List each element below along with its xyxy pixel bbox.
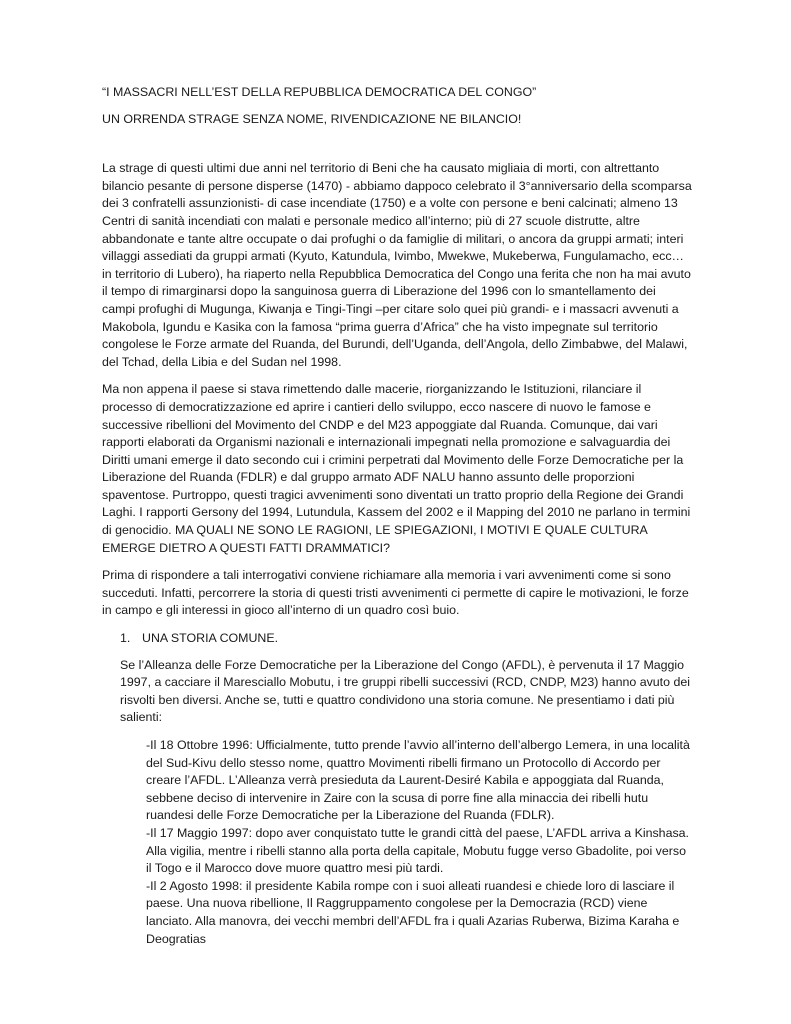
event-item-2: -Il 17 Maggio 1997: dopo aver conquistato tutte le grandi città del paese, L’AFDL arriva a Kinshasa. Alla vigilia, mentre i ribelli stanno alla porta della capitale, Mobutu fugge verso Gbadolite, poi verso il Togo e il Marocco dove muore quattro mesi più tardi. [146, 825, 689, 876]
document-subtitle: UN ORRENDA STRAGE SENZA NOME, RIVENDICAZIONE NE BILANCIO! [102, 111, 522, 126]
paragraph-3: Prima di rispondere a tali interrogativi conviene richiamare alla memoria i vari avvenimenti come si sono succeduti. Infatti, percorrere la storia di questi tristi avvenimenti ci permette di capire le motivazioni, le forze in campo e gli interessi in gioco all’interno di un quadro così buio. [102, 568, 689, 618]
document-body [102, 84, 692, 948]
document-title: “I MASSACRI NELL’EST DELLA REPUBBLICA DEMOCRATICA DEL CONGO” [102, 85, 537, 99]
event-item-1: -Il 18 Ottobre 1996: Ufficialmente, tutto prende l’avvio all’interno dell’albergo Lemera, in una località del Sud-Kivu dello stesso nome, quattro Movimenti ribelli firmano un Protocollo di Accordo per creare l’AFDL. L’Alleanza verrà presieduta da Laurent-Desiré Kabila e appoggiata dal Ruanda, sebbene deciso di intervenire in Zaire con la scusa di porre fine alla minaccia dei ribelli hutu ruandesi delle Forze Democratiche per la Liberazione del Ruanda (FDLR). [146, 738, 690, 823]
section-number: 1. [120, 631, 131, 646]
paragraph-2: Ma non appena il paese si stava rimettendo dalle macerie, riorganizzando le Istituzioni, rilanciare il processo di democratizzazione ed aprire i cantieri dello sviluppo, ecco nascere di nuovo le famose e successive ribellioni del Movimento del CNDP e del M23 appoggiate dal Ruanda. Comunque, dai vari rapporti elaborati da Organismi nazionali e internazionali impegnati nella promozione e salvaguardia dei Diritti umani emerge il dato secondo cui i crimini perpetrati dal Movimento delle Forze Democratiche per la Liberazione del Ruanda (FDLR) e dal gruppo armato ADF NALU hanno assunto delle proporzioni spaventose. Purtroppo, questi tragici avvenimenti sono diventati un tratto proprio della Regione dei Grandi Laghi. I rapporti Gersony del 1994, Lutundula, Kassem del 2002 e il Mapping del 2010 ne parlano in termini di genocidio. MA QUALI NE SONO LE RAGIONI, LE SPIEGAZIONI, I MOTIVI E QUALE CULTURA EMERGE DIETRO A QUESTI FATTI DRAMMATICI? [102, 382, 691, 555]
section-intro: Se l’Alleanza delle Forze Democratiche per la Liberazione del Congo (AFDL), è pervenuta il 17 Maggio 1997, a cacciare il Maresciallo Mobutu, i tre gruppi ribelli successivi (RCD, CNDP, M23) hanno avuto dei risvolti ben diversi. Anche se, tutti e quattro condividono una storia comune. Ne presentiamo i dati più salienti: [120, 657, 690, 725]
section-heading-text: UNA STORIA COMUNE. [142, 631, 279, 646]
events-list [146, 737, 692, 948]
paragraph-1: La strage di questi ultimi due anni nel territorio di Beni che ha causato migliaia di morti, con altrettanto bilancio pesante di persone disperse (1470) - abbiamo dappoco celebrato il 3°anniversario della scomparsa dei 3 confratelli assunzionisti- di case incendiate (1750) e a volte con persone e beni calcinati; almeno 13 Centri di sanità incendiati con malati e personale medico all’interno; più di 27 scuole distrutte, altre abbandonate e tante altre occupate o dai profughi o da famiglie di militari, o ancora da gruppi armati; interi villaggi assediati da gruppi armati (Kyuto, Katundula, Ivimbo, Mwekwe, Mukeberwa, Fungulamacho, ecc…in territorio di Lubero), ha riaperto nella Repubblica Democratica del Congo una ferita che non ha mai avuto il tempo di rimarginarsi dopo la sanguinosa guerra di Liberazione del 1996 con lo smantellamento dei campi profughi di Mugunga, Kiwanja e Tingi-Tingi –per citare solo quei più grandi- e i massacri avvenuti a Makobola, Igundu e Kasika con la famosa “prima guerra d’Africa” che ha visto impegnate sul territorio congolese le Forze armate del Ruanda, del Burundi, dell’Uganda, dell’Angola, dello Zimbabwe, del Malawi, del Tchad, della Libia e del Sudan nel 1998. [102, 161, 692, 369]
section-heading [120, 630, 692, 648]
event-item-3: -Il 2 Agosto 1998: il presidente Kabila rompe con i suoi alleati ruandesi e chiede loro di lasciare il paese. Una nuova ribellione, Il Raggruppamento congolese per la Democrazia (RCD) viene lanciato. Alla manovra, dei vecchi membri dell’AFDL fra i quali Azarias Ruberwa, Bizima Karaha e Deogratias [146, 878, 680, 946]
